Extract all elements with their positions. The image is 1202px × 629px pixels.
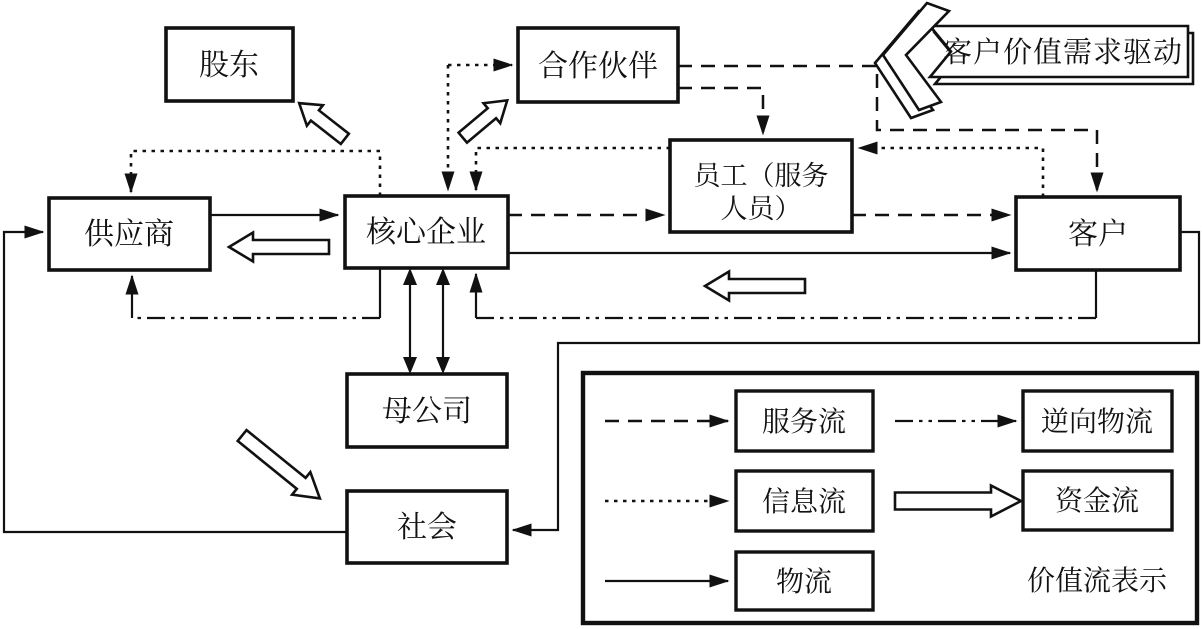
capital-arrow-core-to-suppliers-icon <box>229 233 329 262</box>
connector-core-parent-two-way-1 <box>403 268 417 374</box>
node-employees <box>670 140 852 232</box>
connector-service-partners-to-employees <box>678 88 763 134</box>
legend-label-reverse-logistics: 逆向物流 <box>1040 407 1154 438</box>
banner-chevron-icon <box>883 3 949 110</box>
node-society-label: 社会 <box>397 511 457 544</box>
node-core-enterprise-label: 核心企业 <box>366 216 486 249</box>
legend-label-material-flow: 物流 <box>775 567 833 598</box>
node-core-enterprise <box>345 196 508 268</box>
legend <box>583 373 1197 623</box>
legend-label-service-flow: 服务流 <box>761 407 847 438</box>
node-shareholders <box>166 28 293 101</box>
capital-arrow-customers-to-core-icon <box>705 272 805 301</box>
node-parent-company-label: 母公司 <box>382 395 472 428</box>
connector-info-customers-to-employees <box>859 148 1043 197</box>
capital-arrow-core-to-partners-icon <box>454 90 515 147</box>
connector-info-employees-to-core <box>476 148 670 190</box>
legend-label-capital-flow: 资金流 <box>1054 486 1140 517</box>
node-suppliers-label: 供应商 <box>84 218 174 251</box>
node-employees-label-line2: 人员） <box>720 194 802 224</box>
capital-arrow-core-to-shareholders-icon <box>291 93 353 149</box>
node-partners-label: 合作伙伴 <box>538 50 658 83</box>
node-employees-label-line1: 员工（服务 <box>693 161 829 191</box>
legend-label-information-flow: 信息流 <box>761 487 847 518</box>
node-parent-company <box>347 374 507 447</box>
node-suppliers <box>49 198 210 270</box>
connector-core-parent-two-way-2 <box>436 268 450 374</box>
banner-label: 客户价值需求驱动 <box>942 37 1184 69</box>
legend-caption: 价值流表示 <box>1026 566 1168 597</box>
node-partners <box>518 28 678 102</box>
connector-info-core-to-suppliers <box>131 151 380 196</box>
driver-banner <box>875 3 1193 118</box>
capital-arrow-core-to-society-icon <box>233 424 329 509</box>
legend-sample-block-arrow-icon <box>895 486 1021 517</box>
node-shareholders-label: 股东 <box>199 49 259 82</box>
node-customers <box>1016 197 1180 270</box>
node-customers-label: 客户 <box>1068 218 1128 251</box>
node-society <box>347 491 507 563</box>
